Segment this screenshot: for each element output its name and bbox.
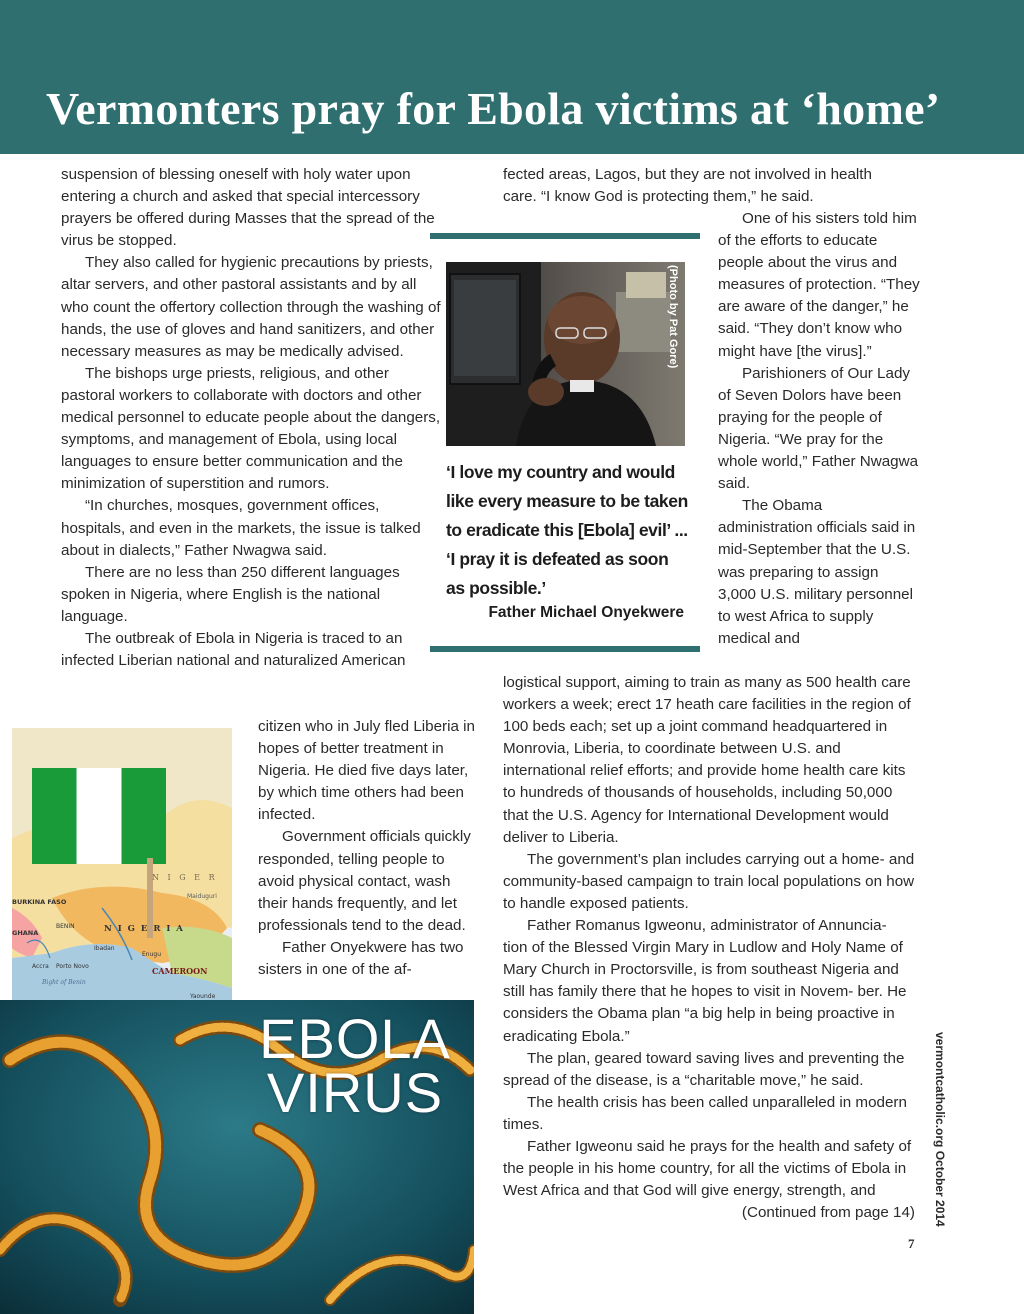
map-label: GHANA	[12, 929, 39, 937]
map-label: CAMEROON	[152, 966, 208, 976]
map-label: Maiduguri	[187, 893, 217, 900]
paragraph: Father Igweonu said he prays for the health and safety of the people in his home country, for all the victims of Ebola in West Africa and that God will give energy, strength, and	[503, 1137, 912, 1200]
page-number: 7	[908, 1236, 915, 1251]
map-label: Bight of Benin	[42, 979, 86, 986]
ebola-title-line: EBOLA	[259, 1007, 451, 1070]
paragraph: “In churches, mosques, government offices, hospitals, and even in the markets, the issue is talked about in dialects,” Father Nwagwa said.	[61, 497, 421, 559]
paragraph: They also called for hygienic precautions by priests, altar servers, and other pastoral assistants and by all who count the offertory collection through the washing of hands, the use of gloves and hand sanitizers, and other necessary measures as may be medically advised.	[61, 254, 441, 360]
map-label: Ibadan	[94, 945, 115, 952]
map-label: Yaounde	[190, 993, 216, 1000]
map-label: N I G E R I A	[104, 924, 185, 934]
column-1-narrow	[258, 716, 476, 981]
map-illustration	[12, 728, 232, 1030]
priest-photo	[446, 262, 685, 446]
map-label: N I G E R	[152, 873, 218, 882]
ebola-virus-title	[250, 1007, 460, 1124]
priest-photo-illustration	[446, 262, 685, 446]
paragraph: There are no less than 250 different languages spoken in Nigeria, where English is the national language.	[61, 563, 400, 625]
paragraph: The health crisis has been called unparalleled in modern times.	[503, 1093, 907, 1133]
title-banner	[0, 0, 1024, 154]
map-label: BURKINA FASO	[12, 898, 67, 906]
map-label: Enugu	[142, 951, 162, 958]
paragraph: Father Onyekwere has two sisters in one of the af-	[258, 938, 464, 979]
map-label: BENIN	[56, 923, 75, 930]
side-footer-text: vermontcatholic.org October 2014	[933, 1032, 947, 1227]
map-label: Accra	[32, 963, 49, 970]
paragraph: Father Romanus Igweonu, administrator of Annuncia- tion of the Blessed Virgin Mary in Ludlow and Holy Name of Mary Church in Proctorsville, is from southeast Nigeria and still has family there that he hopes to visit in Novem- ber. He considers the Obama plan “a big help in being proactive in eradicating Ebola.”	[503, 917, 907, 1045]
ebola-title-line: VIRUS	[266, 1061, 444, 1124]
paragraph: The bishops urge priests, religious, and other pastoral workers to collaborate with doctors and other medical personnel to educate people about the dangers, symptoms, and management of Ebola, using local languages to ensure better communication and the minimization of superstition and rumors.	[61, 364, 441, 493]
photo-credit: (Photo by Pat Gore)	[667, 265, 679, 369]
quote-attribution: Father Michael Onyekwere	[488, 604, 684, 621]
paragraph: The Obama administration officials said in mid-September that the U.S. was preparing to assign 3,000 U.S. military personnel to west Africa to supply medical and	[718, 497, 916, 647]
paragraph: The plan, geared toward saving lives and preventing the spread of the disease, is a “charitable move,” he said.	[503, 1049, 905, 1089]
paragraph: logistical support, aiming to train as many as 500 health care workers a week; erect 17 heath care facilities in the region of 100 beds each; set up a joint command headquartered in Monrovia, Liberia, to coordinate between U.S. and international relief efforts; and provide home health care kits to hundreds of thousands of households, including 50,000 that the U.S. Agency for International Development would deliver to Liberia.	[503, 674, 911, 846]
pull-quote: ‘I love my country and would like every measure to be taken to eradicate this [Ebola] evil’ ... ‘I pray it is defeated as soon as possible.’	[446, 462, 688, 598]
column-2-narrow	[718, 208, 920, 650]
paragraph: The government’s plan includes carrying out a home- and community-based campaign to train local populations on how to handle exposed patients.	[503, 850, 915, 912]
paragraph: citizen who in July fled Liberia in hopes of better treatment in Nigeria. He died five days later, by which time others had been infected.	[258, 718, 475, 824]
map-label: Porto Novo	[56, 963, 89, 970]
pullquote-top-rule	[430, 233, 700, 239]
paragraph: The outbreak of Ebola in Nigeria is traced to an infected Liberian national and naturalized American	[61, 629, 406, 670]
pullquote-bottom-rule	[430, 646, 700, 652]
paragraph: One of his sisters told him of the efforts to educate people about the virus and measures of protection. “They are aware of the danger,” he said. “They don’t know who might have [the virus].”	[718, 210, 920, 360]
paragraph: Parishioners of Our Lady of Seven Dolors have been praying for the people of Nigeria. “We pray for the whole world,” Father Nwagwa said.	[718, 364, 919, 493]
column-1-top	[61, 164, 445, 672]
column-2-bottom	[503, 672, 915, 1224]
column-2-top	[503, 164, 903, 208]
paragraph: fected areas, Lagos, but they are not involved in health care. “I know God is protecting them,” he said.	[503, 166, 872, 206]
paragraph: Government officials quickly responded, telling people to avoid physical contact, wash their hands frequently, and let professionals tend to the dead.	[258, 828, 471, 934]
paragraph: suspension of blessing oneself with holy water upon entering a church and asked that special intercessory prayers be offered during Masses that the spread of the virus be stopped.	[61, 166, 435, 250]
continued-note: (Continued from page 14)	[741, 1204, 915, 1222]
page-title: Vermonters pray for Ebola victims at ‘home’	[46, 83, 941, 134]
nigeria-map-photo	[12, 728, 232, 1030]
